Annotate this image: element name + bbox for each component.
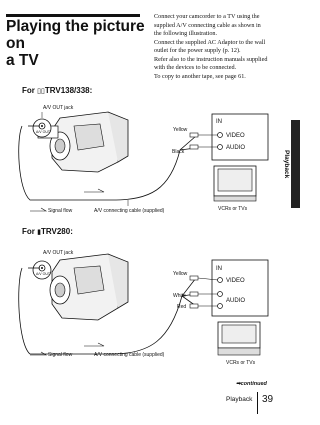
intro-line: supplied A/V connecting cable as shown in [154, 21, 261, 29]
signal-flow-arrow-icon [84, 343, 104, 346]
intro-line: To copy to another tape, see page 61. [154, 72, 246, 80]
av-out-label: A/V OUT [36, 272, 51, 276]
audio-label: AUDIO [226, 145, 246, 151]
video-jack-icon [218, 278, 223, 283]
continued-arrow-icon: ➡ [236, 381, 241, 387]
signal-flow-label: Signal flow [48, 208, 73, 214]
section-heading-trv138 [22, 86, 92, 97]
audio-jack-icon [218, 145, 223, 150]
tv-vcr-illustration [214, 166, 256, 201]
connection-diagram-trv280 [0, 244, 280, 374]
in-label: IN [216, 119, 222, 125]
video-jack-icon [218, 133, 223, 138]
signal-flow-legend-icon [30, 352, 46, 355]
video-label: VIDEO [226, 133, 245, 139]
heading-model: TRV280: [40, 227, 73, 236]
continued-label: continued [240, 381, 267, 387]
hi8-logo-icon: ▯▯ [37, 88, 45, 95]
connection-diagram-trv138 [0, 100, 280, 218]
intro-line: Connect the supplied AC Adaptor to the wall [154, 38, 266, 46]
page-title-line-1: Playing the picture on [6, 18, 145, 52]
camcorder-illustration [50, 254, 128, 320]
av-out-jack-label: A/V OUT jack [43, 250, 74, 256]
av-out-jack-label: A/V OUT jack [43, 105, 74, 111]
intro-text [154, 13, 282, 81]
signal-flow-legend-icon [30, 208, 46, 211]
title-rule [6, 14, 140, 17]
plug-white-label: White [173, 293, 186, 299]
page-title-line-2: a TV [6, 52, 39, 69]
video-label: VIDEO [226, 278, 245, 284]
intro-line: with the devices to be connected. [154, 64, 237, 71]
plug-yellow-label: Yellow [173, 127, 188, 133]
audio-left-jack-icon [218, 292, 223, 297]
plug-black-label: Black [172, 149, 185, 155]
heading-prefix: For [22, 227, 35, 236]
in-label: IN [216, 266, 222, 272]
intro-line: outlet for the power supply (p. 12). [154, 47, 241, 54]
cable-label: A/V connecting cable (supplied) [94, 352, 165, 358]
audio-label: AUDIO [226, 298, 246, 304]
plug-yellow-label: Yellow [173, 271, 188, 277]
heading-model: TRV138/338: [44, 86, 93, 95]
page-number: 39 [262, 394, 274, 405]
cable-label: A/V connecting cable (supplied) [94, 208, 165, 214]
continued-note [236, 381, 267, 387]
tv-vcr-illustration [218, 322, 260, 355]
vcr-tv-label: VCRs or TVs [226, 360, 256, 366]
footer-divider [257, 392, 258, 414]
side-tab-label: Playback [283, 149, 290, 179]
av-out-label: A/V OUT [36, 130, 51, 134]
signal-flow-label: Signal flow [48, 352, 73, 358]
intro-line: the following illustration. [154, 30, 218, 37]
audio-right-jack-icon [218, 304, 223, 309]
camcorder-illustration [38, 112, 128, 172]
page-title [6, 18, 146, 69]
heading-prefix: For [22, 86, 35, 95]
intro-line: Refer also to the instruction manuals supplied [154, 55, 268, 63]
section-heading-trv280 [22, 227, 73, 238]
signal-flow-arrow-icon [84, 189, 104, 192]
side-tab-bar [291, 120, 300, 208]
vcr-tv-label: VCRs or TVs [218, 206, 248, 212]
footer-section-label: Playback [226, 396, 253, 403]
intro-line: Connect your camcorder to a TV using the [154, 13, 260, 20]
video8-logo-icon: ▮ [37, 229, 41, 236]
plug-red-label: Red [177, 304, 187, 310]
